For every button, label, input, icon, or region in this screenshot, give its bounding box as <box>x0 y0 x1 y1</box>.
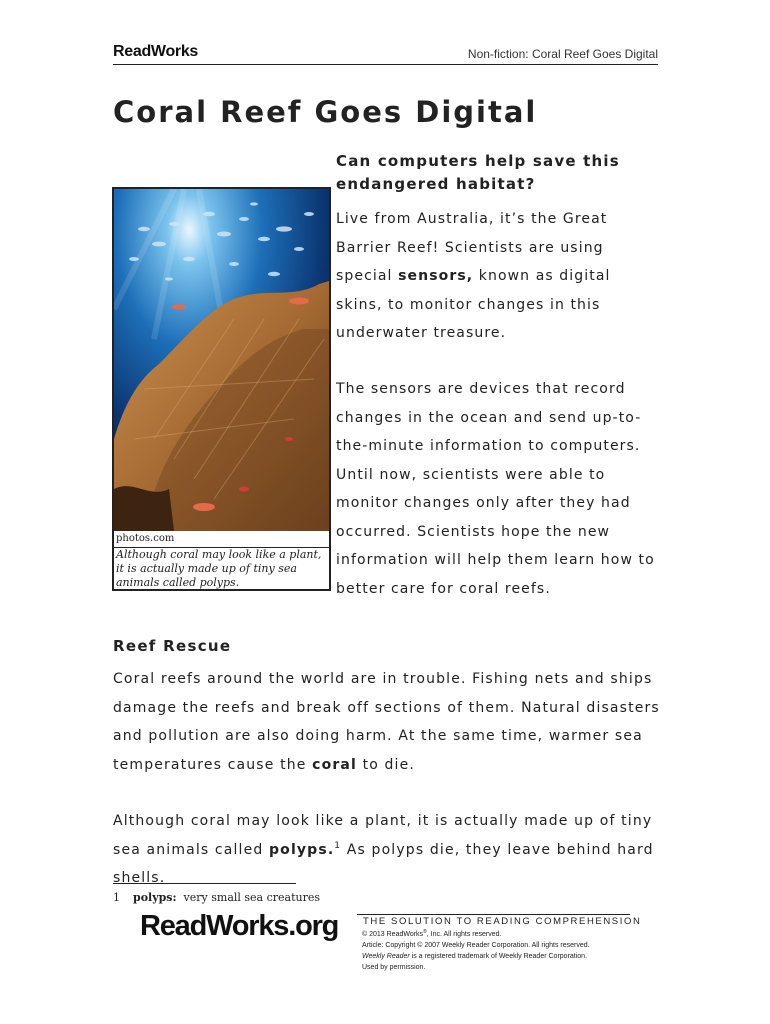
footer-tagline: THE SOLUTION TO READING COMPREHENSION <box>363 916 642 927</box>
trademark-line: Weekly Reader is a registered trademark of Weekly Reader Corporation. <box>362 953 588 960</box>
paragraph-2: The sensors are devices that record changes in the ocean and send up-to-the-minute information to computers. Until now, scientists were able to monitor changes only after they had occurred. Scientists hope the new information will help them learn how to better care for coral reefs. <box>336 381 655 597</box>
tagline-rule <box>357 914 630 915</box>
paragraph-4: Although coral may look like a plant, it is actually made up of tiny sea animals called polyps.$^1$ As polyps die, they leave behind hard shells. <box>113 813 654 886</box>
header-rule <box>113 64 658 65</box>
footnote-rule <box>113 883 296 884</box>
article-subhead: Can computers help save this endangered habitat? <box>336 152 620 193</box>
paragraph-3: Coral reefs around the world are in trouble. Fishing nets and ships damage the reefs and break off sections of them. Natural disasters and pollution are also doing harm. At the same time, warmer sea temperatures cause the coral to die. <box>113 671 660 773</box>
paragraph-1: Live from Australia, it’s the Great Barrier Reef! Scientists are using special sensors, known as digital skins, to monitor changes in this underwater treasure. <box>336 211 611 341</box>
term-coral: coral <box>312 756 357 773</box>
coral-reef-illustration <box>114 189 329 531</box>
term-polyps: polyps. <box>269 841 335 858</box>
term-sensors: sensors, <box>398 268 474 284</box>
page-title: Coral Reef Goes Digital <box>113 95 538 129</box>
header-brand: ReadWorks <box>113 43 199 60</box>
footnote-ref[interactable]: 1 <box>334 840 342 851</box>
header-subtitle: Non-fiction: Coral Reef Goes Digital <box>467 47 658 61</box>
photo-figure <box>112 187 331 591</box>
coral-reef-photo <box>114 189 329 531</box>
footer-logo[interactable]: ReadWorks.org <box>140 910 339 942</box>
permission-line: Used by permission. <box>362 964 426 971</box>
copyright-line: © 2013 ReadWorks®, Inc. All rights reserved. <box>362 929 502 938</box>
article-credit-line: Article: Copyright © 2007 Weekly Reader Corporation. All rights reserved. <box>362 942 590 949</box>
photo-caption: Although coral may look like a plant, it is actually made up of tiny sea animals called polyps. <box>116 548 322 589</box>
section-heading: Reef Rescue <box>113 637 232 655</box>
footnote: 1 polyps: very small sea creatures <box>113 891 321 904</box>
photo-credit: photos.com <box>116 533 175 544</box>
